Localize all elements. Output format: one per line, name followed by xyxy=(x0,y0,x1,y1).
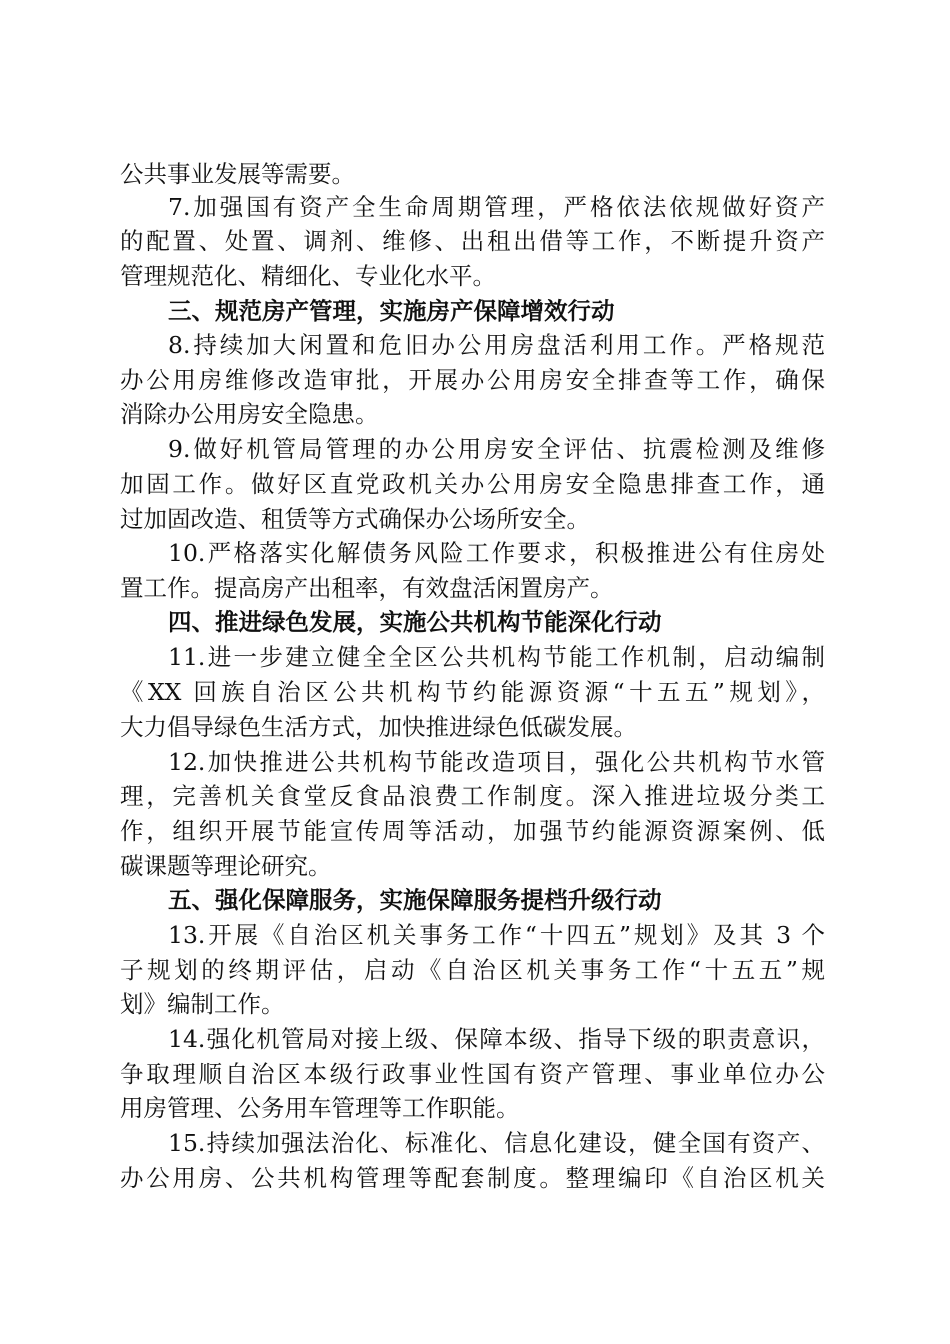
section-heading-3: 三、规范房产管理，实施房产保障增效行动 xyxy=(168,297,615,325)
paragraph-14-line-3: 用房管理、公务用车管理等工作职能。 xyxy=(120,1094,520,1122)
paragraph-15-line-2: 办公用房、公共机构管理等配套制度。整理编印《自治区机关 xyxy=(120,1164,825,1192)
paragraph-12-line-3: 作，组织开展节能宣传周等活动，加强节约能源资源案例、低 xyxy=(120,817,825,845)
paragraph-15-line-1: 15.持续加强法治化、标准化、信息化建设，健全国有资产、 xyxy=(168,1129,825,1157)
paragraph-7-line-3: 管理规范化、精细化、专业化水平。 xyxy=(120,262,496,290)
body-text-line: 公共事业发展等需要。 xyxy=(120,160,355,188)
paragraph-11-line-1: 11.进一步建立健全全区公共机构节能工作机制，启动编制 xyxy=(168,643,825,671)
paragraph-11-line-3: 大力倡导绿色生活方式，加快推进绿色低碳发展。 xyxy=(120,713,637,741)
paragraph-7-line-2: 的配置、处置、调剂、维修、出租出借等工作，不断提升资产 xyxy=(120,227,825,255)
paragraph-10-line-2: 置工作。提高房产出租率，有效盘活闲置房产。 xyxy=(120,574,614,602)
paragraph-12-line-4: 碳课题等理论研究。 xyxy=(120,852,332,880)
section-heading-4: 四、推进绿色发展，实施公共机构节能深化行动 xyxy=(168,608,662,636)
paragraph-8-line-3: 消除办公用房安全隐患。 xyxy=(120,400,379,428)
paragraph-7-line-1: 7.加强国有资产全生命周期管理，严格依法依规做好资产 xyxy=(168,193,825,221)
paragraph-13-line-3: 划》编制工作。 xyxy=(120,990,285,1018)
paragraph-12-line-2: 理，完善机关食堂反食品浪费工作制度。深入推进垃圾分类工 xyxy=(120,782,825,810)
paragraph-9-line-3: 过加固改造、租赁等方式确保办公场所安全。 xyxy=(120,505,590,533)
paragraph-13-line-1: 13.开展《自治区机关事务工作“十四五”规划》及其 3 个 xyxy=(168,921,825,949)
paragraph-11-line-2: 《XX 回族自治区公共机构节约能源资源“十五五”规划》， xyxy=(120,678,825,706)
paragraph-9-line-2: 加固工作。做好区直党政机关办公用房安全隐患排查工作，通 xyxy=(120,470,825,498)
paragraph-8-line-1: 8.持续加大闲置和危旧办公用房盘活利用工作。严格规范 xyxy=(168,331,825,359)
paragraph-8-line-2: 办公用房维修改造审批，开展办公用房安全排查等工作，确保 xyxy=(120,366,825,394)
paragraph-14-line-1: 14.强化机管局对接上级、保障本级、指导下级的职责意识， xyxy=(168,1025,825,1053)
paragraph-10-line-1: 10.严格落实化解债务风险工作要求，积极推进公有住房处 xyxy=(168,539,825,567)
section-heading-5: 五、强化保障服务，实施保障服务提档升级行动 xyxy=(168,886,662,914)
paragraph-13-line-2: 子规划的终期评估，启动《自治区机关事务工作“十五五”规 xyxy=(120,956,825,984)
paragraph-12-line-1: 12.加快推进公共机构节能改造项目，强化公共机构节水管 xyxy=(168,748,825,776)
paragraph-9-line-1: 9.做好机管局管理的办公用房安全评估、抗震检测及维修 xyxy=(168,435,825,463)
paragraph-14-line-2: 争取理顺自治区本级行政事业性国有资产管理、事业单位办公 xyxy=(120,1060,825,1088)
